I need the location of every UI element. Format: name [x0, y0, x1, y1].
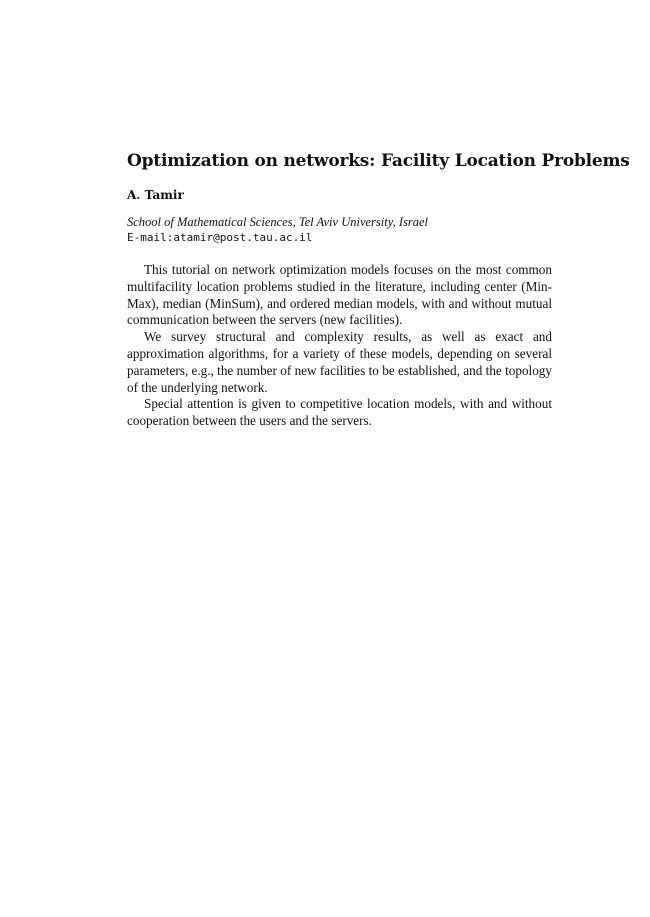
author-name: A. Tamir: [127, 188, 184, 202]
abstract: [127, 262, 552, 430]
paper-title: Optimization on networks: Facility Location Problems: [127, 151, 630, 171]
author-affiliation: School of Mathematical Sciences, Tel Aviv University, Israel: [127, 215, 428, 229]
abstract-paragraph-2: We survey structural and complexity results, as well as exact and approximation algorithms, for a variety of these models, depending on several parameters, e.g., the number of new facilities to be established, and the topology of the underlying network.: [127, 329, 552, 395]
abstract-paragraph-3: Special attention is given to competitive location models, with and without cooperation between the users and the servers.: [127, 396, 552, 429]
author-email: E-mail:atamir@post.tau.ac.il: [127, 231, 313, 244]
abstract-paragraph-1: This tutorial on network optimization models focuses on the most common multifacility location problems studied in the literature, including center (Min-Max), median (MinSum), and ordered median models, with and without mutual communication between the servers (new facilities).: [127, 262, 552, 328]
paper-page: [127, 150, 630, 430]
